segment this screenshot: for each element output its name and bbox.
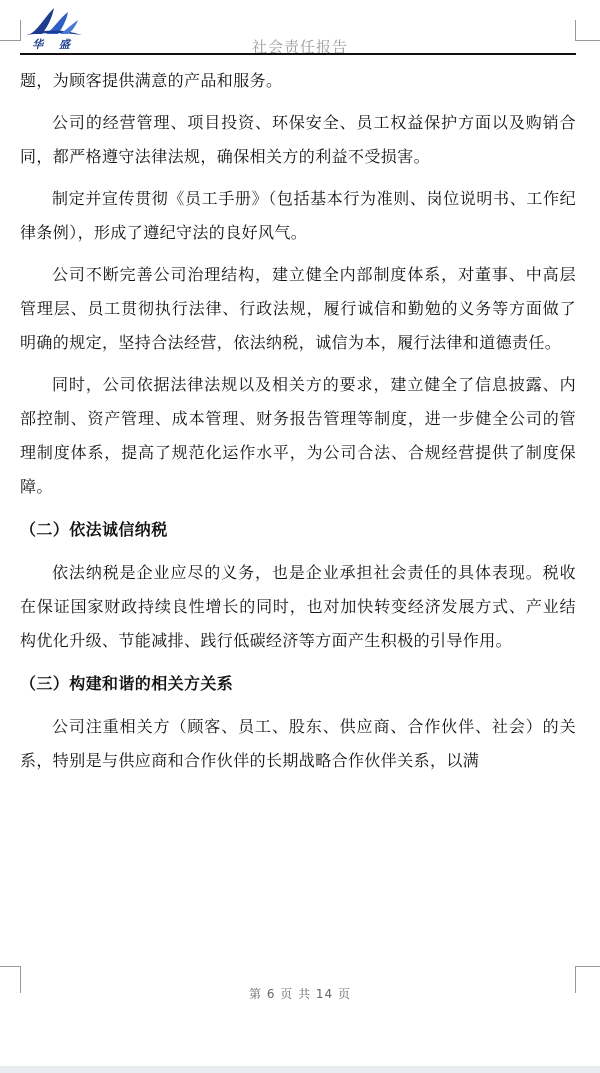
header-divider [20, 53, 576, 55]
logo-text: 华 盛 [32, 38, 76, 51]
paragraph: 题，为顾客提供满意的产品和服务。 [20, 71, 283, 90]
page-bottom-band [0, 1066, 600, 1073]
document-body [20, 64, 576, 778]
logo-mountain-icon [24, 4, 84, 38]
paragraph: 依法纳税是企业应尽的义务，也是企业承担社会责任的具体表现。税收在保证国家财政持续良性增长的同时，也对加快转变经济发展方式、产业结构优化升级、节能减排、践行低碳经济等方面产生积极的引导作用。 [20, 563, 576, 650]
paragraph: 公司不断完善公司治理结构，建立健全内部制度体系，对董事、中高层管理层、员工贯彻执行法律、行政法规，履行诚信和勤勉的义务等方面做了明确的规定，坚持合法经营，依法纳税，诚信为本，履行法律和道德责任。 [20, 265, 576, 352]
section-heading-tax: （二）依法诚信纳税 [20, 520, 168, 539]
paragraph: 同时，公司依据法律法规以及相关方的要求，建立健全了信息披露、内部控制、资产管理、成本管理、财务报告管理等制度，进一步健全公司的管理制度体系，提高了规范化运作水平，为公司合法、合规经营提供了制度保障。 [20, 375, 576, 496]
section-heading-stakeholders: （三）构建和谐的相关方关系 [20, 674, 234, 693]
paragraph: 公司注重相关方（顾客、员工、股东、供应商、合作伙伴、社会）的关系，特别是与供应商和合作伙伴的长期战略合作伙伴关系，以满 [20, 717, 576, 770]
running-header-title: 社会责任报告 [251, 38, 348, 56]
paragraph: 制定并宣传贯彻《员工手册》（包括基本行为准则、岗位说明书、工作纪律条例），形成了遵纪守法的良好风气。 [20, 189, 576, 242]
page-number-footer: 第 6 页 共 14 页 [249, 987, 351, 1001]
paragraph: 公司的经营管理、项目投资、环保安全、员工权益保护方面以及购销合同，都严格遵守法律法规，确保相关方的利益不受损害。 [20, 113, 576, 166]
